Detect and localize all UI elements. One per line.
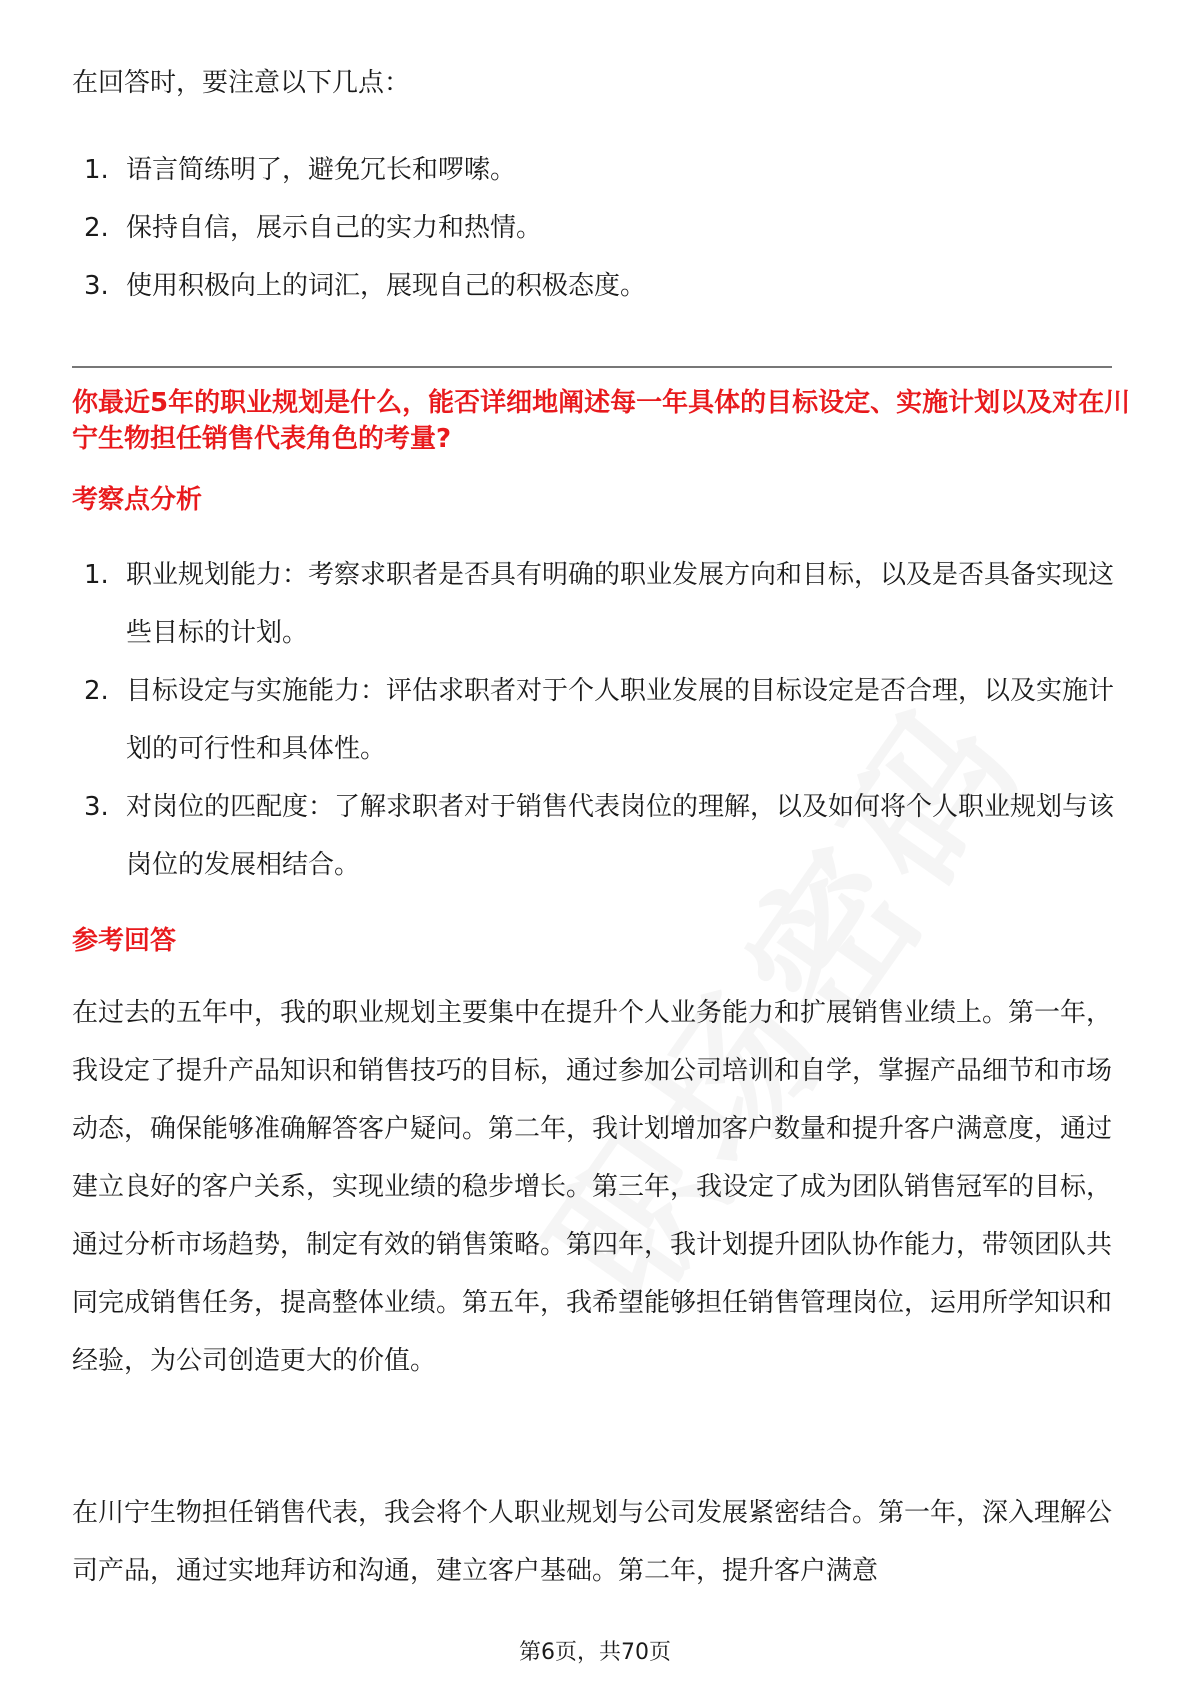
list-number: 3. [84,792,109,822]
answer-paragraph: 在川宁生物担任销售代表，我会将个人职业规划与公司发展紧密结合。第一年，深入理解公司产品，通过实地拜访和沟通，建立客户基础。第二年，提升客户满意 [72,1498,1113,1586]
question-title: 你最近5年的职业规划是什么，能否详细地阐述每一年具体的目标设定、实施计划以及对在川宁生物担任销售代表角色的考量? [72,388,1131,454]
list-item-text: 对岗位的匹配度：了解求职者对于销售代表岗位的理解，以及如何将个人职业规划与该岗位的发展相结合。 [126,792,1115,880]
answer-heading: 参考回答 [72,926,177,956]
list-item-text: 保持自信，展示自己的实力和热情。 [126,213,543,243]
section-divider [72,366,1112,368]
page-footer: 第6页，共70页 [519,1640,671,1665]
list-number: 1. [84,155,109,185]
list-number: 3. [84,271,109,301]
intro-text: 在回答时，要注意以下几点： [72,68,411,98]
list-item-text: 目标设定与实施能力：评估求职者对于个人职业发展的目标设定是否合理，以及实施计划的可行性和具体性。 [126,676,1115,764]
list-item-text: 职业规划能力：考察求职者是否具有明确的职业发展方向和目标，以及是否具备实现这些目标的计划。 [126,560,1115,648]
analysis-list [84,546,1114,894]
list-number: 1. [84,560,109,590]
tips-list [84,141,1114,315]
list-item-text: 语言简练明了，避免冗长和啰嗦。 [126,155,517,185]
list-item [84,778,1114,894]
list-item-text: 使用积极向上的词汇，展现自己的积极态度。 [126,271,647,301]
list-item [84,662,1114,778]
list-item [84,199,1114,257]
list-item [84,257,1114,315]
list-item [84,546,1114,662]
answer-paragraph: 在过去的五年中，我的职业规划主要集中在提升个人业务能力和扩展销售业绩上。第一年，我设定了提升产品知识和销售技巧的目标，通过参加公司培训和自学，掌握产品细节和市场动态，确保能够准确解答客户疑问。第二年，我计划增加客户数量和提升客户满意度，通过建立良好的客户关系，实现业绩的稳步增长。第三年，我设定了成为团队销售冠军的目标，通过分析市场趋势，制定有效的销售策略。第四年，我计划提升团队协作能力，带领团队共同完成销售任务，提高整体业绩。第五年，我希望能够担任销售管理岗位，运用所学知识和经验，为公司创造更大的价值。 [72,998,1113,1376]
list-number: 2. [84,213,109,243]
list-item [84,141,1114,199]
list-number: 2. [84,676,109,706]
analysis-heading: 考察点分析 [72,485,203,515]
